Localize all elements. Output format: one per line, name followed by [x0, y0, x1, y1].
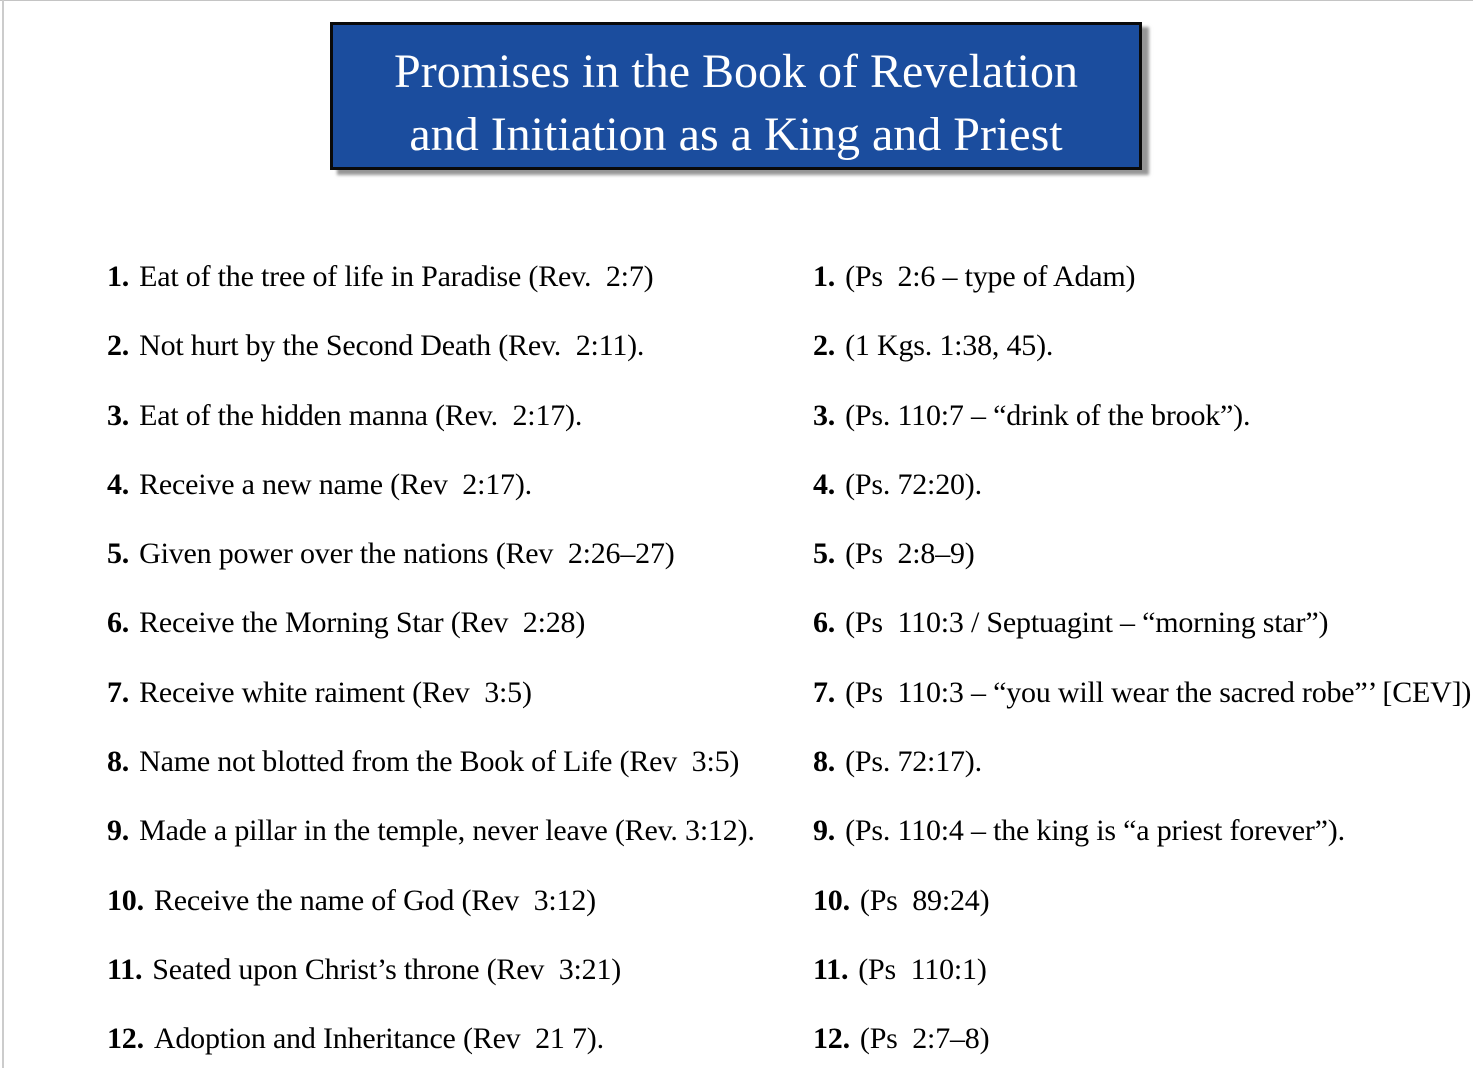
list-row — [107, 1021, 1473, 1068]
promise-item — [107, 744, 739, 780]
left-item-text: Seated upon Christ’s throne (Rev 3:21) — [152, 952, 622, 986]
right-item-number: 12. — [813, 1022, 850, 1056]
left-item-text: Name not blotted from the Book of Life (Rev 3:5) — [139, 745, 740, 779]
list-row — [107, 675, 1473, 744]
promise-item — [107, 467, 532, 503]
right-item-text: (Ps 2:7–8) — [859, 1022, 990, 1056]
list-row — [107, 883, 1473, 952]
list-row — [107, 259, 1473, 328]
slide-title-line2: and Initiation as a King and Priest — [409, 108, 1063, 161]
right-item-number: 2. — [813, 329, 836, 363]
list-row — [107, 536, 1473, 605]
left-item-number: 2. — [107, 329, 130, 363]
left-item-text: Eat of the hidden manna (Rev. 2:17). — [139, 398, 583, 432]
promise-item — [107, 536, 675, 572]
reference-item — [813, 675, 1471, 711]
left-item-number: 11. — [107, 952, 143, 986]
left-item-text: Receive a new name (Rev 2:17). — [139, 467, 532, 501]
reference-item — [813, 605, 1328, 641]
frame-left-edge — [2, 0, 4, 1068]
list-row — [107, 328, 1473, 397]
right-item-number: 3. — [813, 398, 836, 432]
reference-item — [813, 536, 975, 572]
left-item-number: 12. — [107, 1022, 144, 1056]
right-item-number: 8. — [813, 745, 836, 779]
promise-item — [107, 259, 653, 295]
right-item-number: 10. — [813, 883, 850, 917]
right-item-text: (Ps 110:3 – “you will wear the sacred robe”’ [CEV]) — [845, 675, 1472, 709]
right-item-text: (Ps 89:24) — [859, 883, 990, 917]
promise-list — [107, 259, 1473, 1068]
promise-item — [107, 813, 755, 849]
promise-item — [107, 1021, 604, 1057]
left-item-text: Receive the Morning Star (Rev 2:28) — [139, 606, 586, 640]
right-item-text: (Ps. 110:4 – the king is “a priest forever”). — [845, 814, 1345, 848]
left-item-text: Receive white raiment (Rev 3:5) — [139, 675, 532, 709]
promise-item — [107, 328, 644, 364]
right-item-text: (Ps. 72:20). — [845, 467, 982, 501]
promise-item — [107, 605, 585, 641]
left-item-number: 5. — [107, 537, 130, 571]
left-item-number: 10. — [107, 883, 144, 917]
left-item-number: 4. — [107, 467, 130, 501]
frame-top-edge — [0, 0, 1473, 1]
reference-item — [813, 952, 987, 988]
left-item-number: 8. — [107, 745, 130, 779]
right-item-text: (Ps. 110:7 – “drink of the brook”). — [845, 398, 1251, 432]
left-item-text: Receive the name of God (Rev 3:12) — [153, 883, 596, 917]
reference-item — [813, 259, 1135, 295]
right-item-number: 7. — [813, 675, 836, 709]
reference-item — [813, 813, 1345, 849]
left-item-number: 1. — [107, 260, 130, 293]
right-item-text: (1 Kgs. 1:38, 45). — [845, 329, 1054, 363]
right-item-text: (Ps 2:8–9) — [845, 537, 975, 571]
right-item-number: 9. — [813, 814, 836, 848]
list-row — [107, 605, 1473, 674]
left-item-number: 7. — [107, 675, 130, 709]
left-item-text: Made a pillar in the temple, never leave (Rev. 3:12). — [139, 814, 755, 848]
list-row — [107, 813, 1473, 882]
reference-item — [813, 883, 989, 919]
reference-item — [813, 467, 982, 503]
promise-item — [107, 675, 532, 711]
list-row — [107, 744, 1473, 813]
promise-item — [107, 398, 582, 434]
right-item-text: (Ps. 72:17). — [845, 745, 982, 779]
left-item-number: 3. — [107, 398, 130, 432]
left-item-text: Not hurt by the Second Death (Rev. 2:11). — [139, 329, 645, 363]
right-item-number: 1. — [813, 260, 836, 293]
title-box — [330, 22, 1142, 170]
reference-item — [813, 1021, 989, 1057]
right-item-number: 6. — [813, 606, 836, 640]
right-item-text: (Ps 110:1) — [858, 952, 987, 986]
right-item-number: 4. — [813, 467, 836, 501]
right-item-number: 11. — [813, 952, 849, 986]
left-item-number: 6. — [107, 606, 130, 640]
list-row — [107, 952, 1473, 1021]
reference-item — [813, 328, 1053, 364]
right-item-number: 5. — [813, 537, 836, 571]
reference-item — [813, 398, 1250, 434]
reference-item — [813, 744, 982, 780]
slide-title-line1: Promises in the Book of Revelation — [394, 45, 1078, 98]
left-item-text: Adoption and Inheritance (Rev 21 7). — [153, 1022, 604, 1056]
promise-item — [107, 952, 621, 988]
left-item-text: Given power over the nations (Rev 2:26–27) — [139, 537, 675, 571]
left-item-text: Eat of the tree of life in Paradise (Rev. 2:7) — [139, 260, 654, 293]
left-item-number: 9. — [107, 814, 130, 848]
promise-item — [107, 883, 596, 919]
list-row — [107, 398, 1473, 467]
right-item-text: (Ps 110:3 / Septuagint – “morning star”) — [845, 606, 1329, 640]
list-row — [107, 467, 1473, 536]
right-item-text: (Ps 2:6 – type of Adam) — [845, 260, 1136, 293]
